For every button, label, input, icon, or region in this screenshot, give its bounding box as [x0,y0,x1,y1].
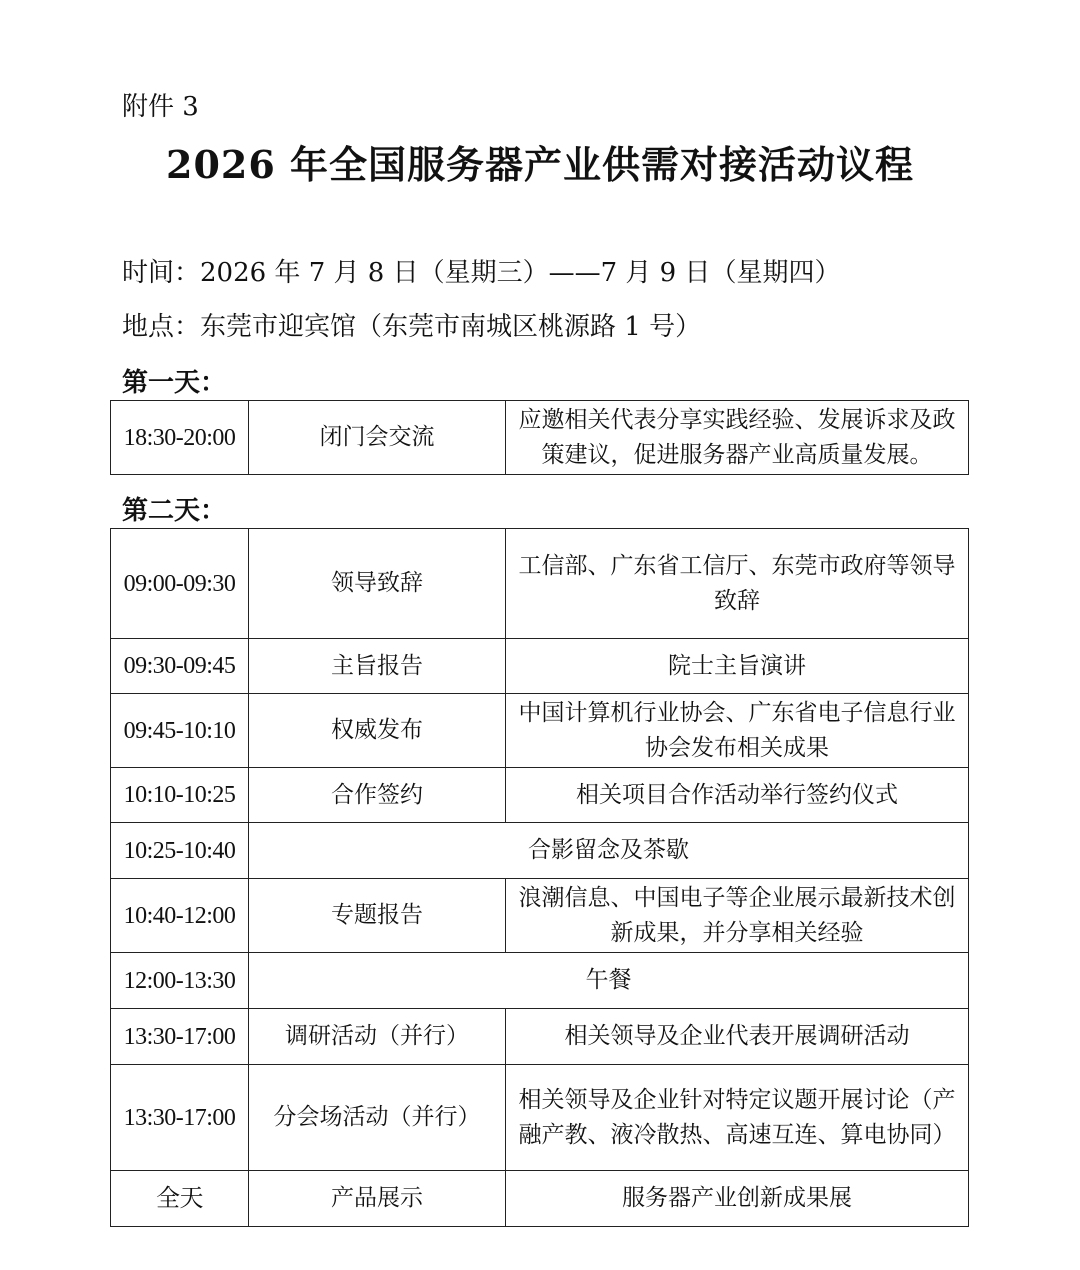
time-cell: 13:30-17:00 [111,1009,249,1065]
item-cell: 合作签约 [249,768,506,823]
time-cell: 12:00-13:30 [111,953,249,1009]
content-cell: 应邀相关代表分享实践经验、发展诉求及政策建议，促进服务器产业高质量发展。 [506,401,969,475]
time-cell: 10:40-12:00 [111,879,249,953]
content-cell: 工信部、广东省工信厅、东莞市政府等领导致辞 [506,529,969,639]
day2-agenda-table [110,528,969,1227]
item-cell: 领导致辞 [249,529,506,639]
table-row [111,529,969,639]
time-cell: 09:45-10:10 [111,694,249,768]
table-row [111,953,969,1009]
table-row [111,823,969,879]
merged-cell: 合影留念及茶歇 [249,823,969,879]
time-cell: 18:30-20:00 [111,401,249,475]
time-cell: 09:00-09:30 [111,529,249,639]
content-cell: 中国计算机行业协会、广东省电子信息行业协会发布相关成果 [506,694,969,768]
content-cell: 院士主旨演讲 [506,639,969,694]
table-row [111,879,969,953]
attachment-label: 附件 3 [122,92,199,122]
time-cell: 09:30-09:45 [111,639,249,694]
day2-heading: 第二天： [122,496,227,526]
content-cell: 相关领导及企业针对特定议题开展讨论（产融产教、液冷散热、高速互连、算电协同） [506,1065,969,1171]
time-cell: 10:25-10:40 [111,823,249,879]
event-place: 地点：东莞市迎宾馆（东莞市南城区桃源路 1 号） [122,312,702,342]
day1-agenda-table [110,400,969,475]
table-row [111,1171,969,1227]
item-cell: 分会场活动（并行） [249,1065,506,1171]
content-cell: 相关项目合作活动举行签约仪式 [506,768,969,823]
table-row [111,401,969,475]
item-cell: 产品展示 [249,1171,506,1227]
item-cell: 调研活动（并行） [249,1009,506,1065]
content-cell: 相关领导及企业代表开展调研活动 [506,1009,969,1065]
table-row [111,639,969,694]
merged-cell: 午餐 [249,953,969,1009]
day1-heading: 第一天： [122,368,227,398]
item-cell: 专题报告 [249,879,506,953]
event-time: 时间：2026 年 7 月 8 日（星期三）——7 月 9 日（星期四） [122,258,841,288]
item-cell: 闭门会交流 [249,401,506,475]
item-cell: 权威发布 [249,694,506,768]
content-cell: 服务器产业创新成果展 [506,1171,969,1227]
table-row [111,1065,969,1171]
time-cell: 全天 [111,1171,249,1227]
time-cell: 13:30-17:00 [111,1065,249,1171]
table-row [111,1009,969,1065]
table-row [111,694,969,768]
item-cell: 主旨报告 [249,639,506,694]
table-row [111,768,969,823]
time-cell: 10:10-10:25 [111,768,249,823]
page-title: 2026 年全国服务器产业供需对接活动议程 [166,142,914,187]
content-cell: 浪潮信息、中国电子等企业展示最新技术创新成果，并分享相关经验 [506,879,969,953]
